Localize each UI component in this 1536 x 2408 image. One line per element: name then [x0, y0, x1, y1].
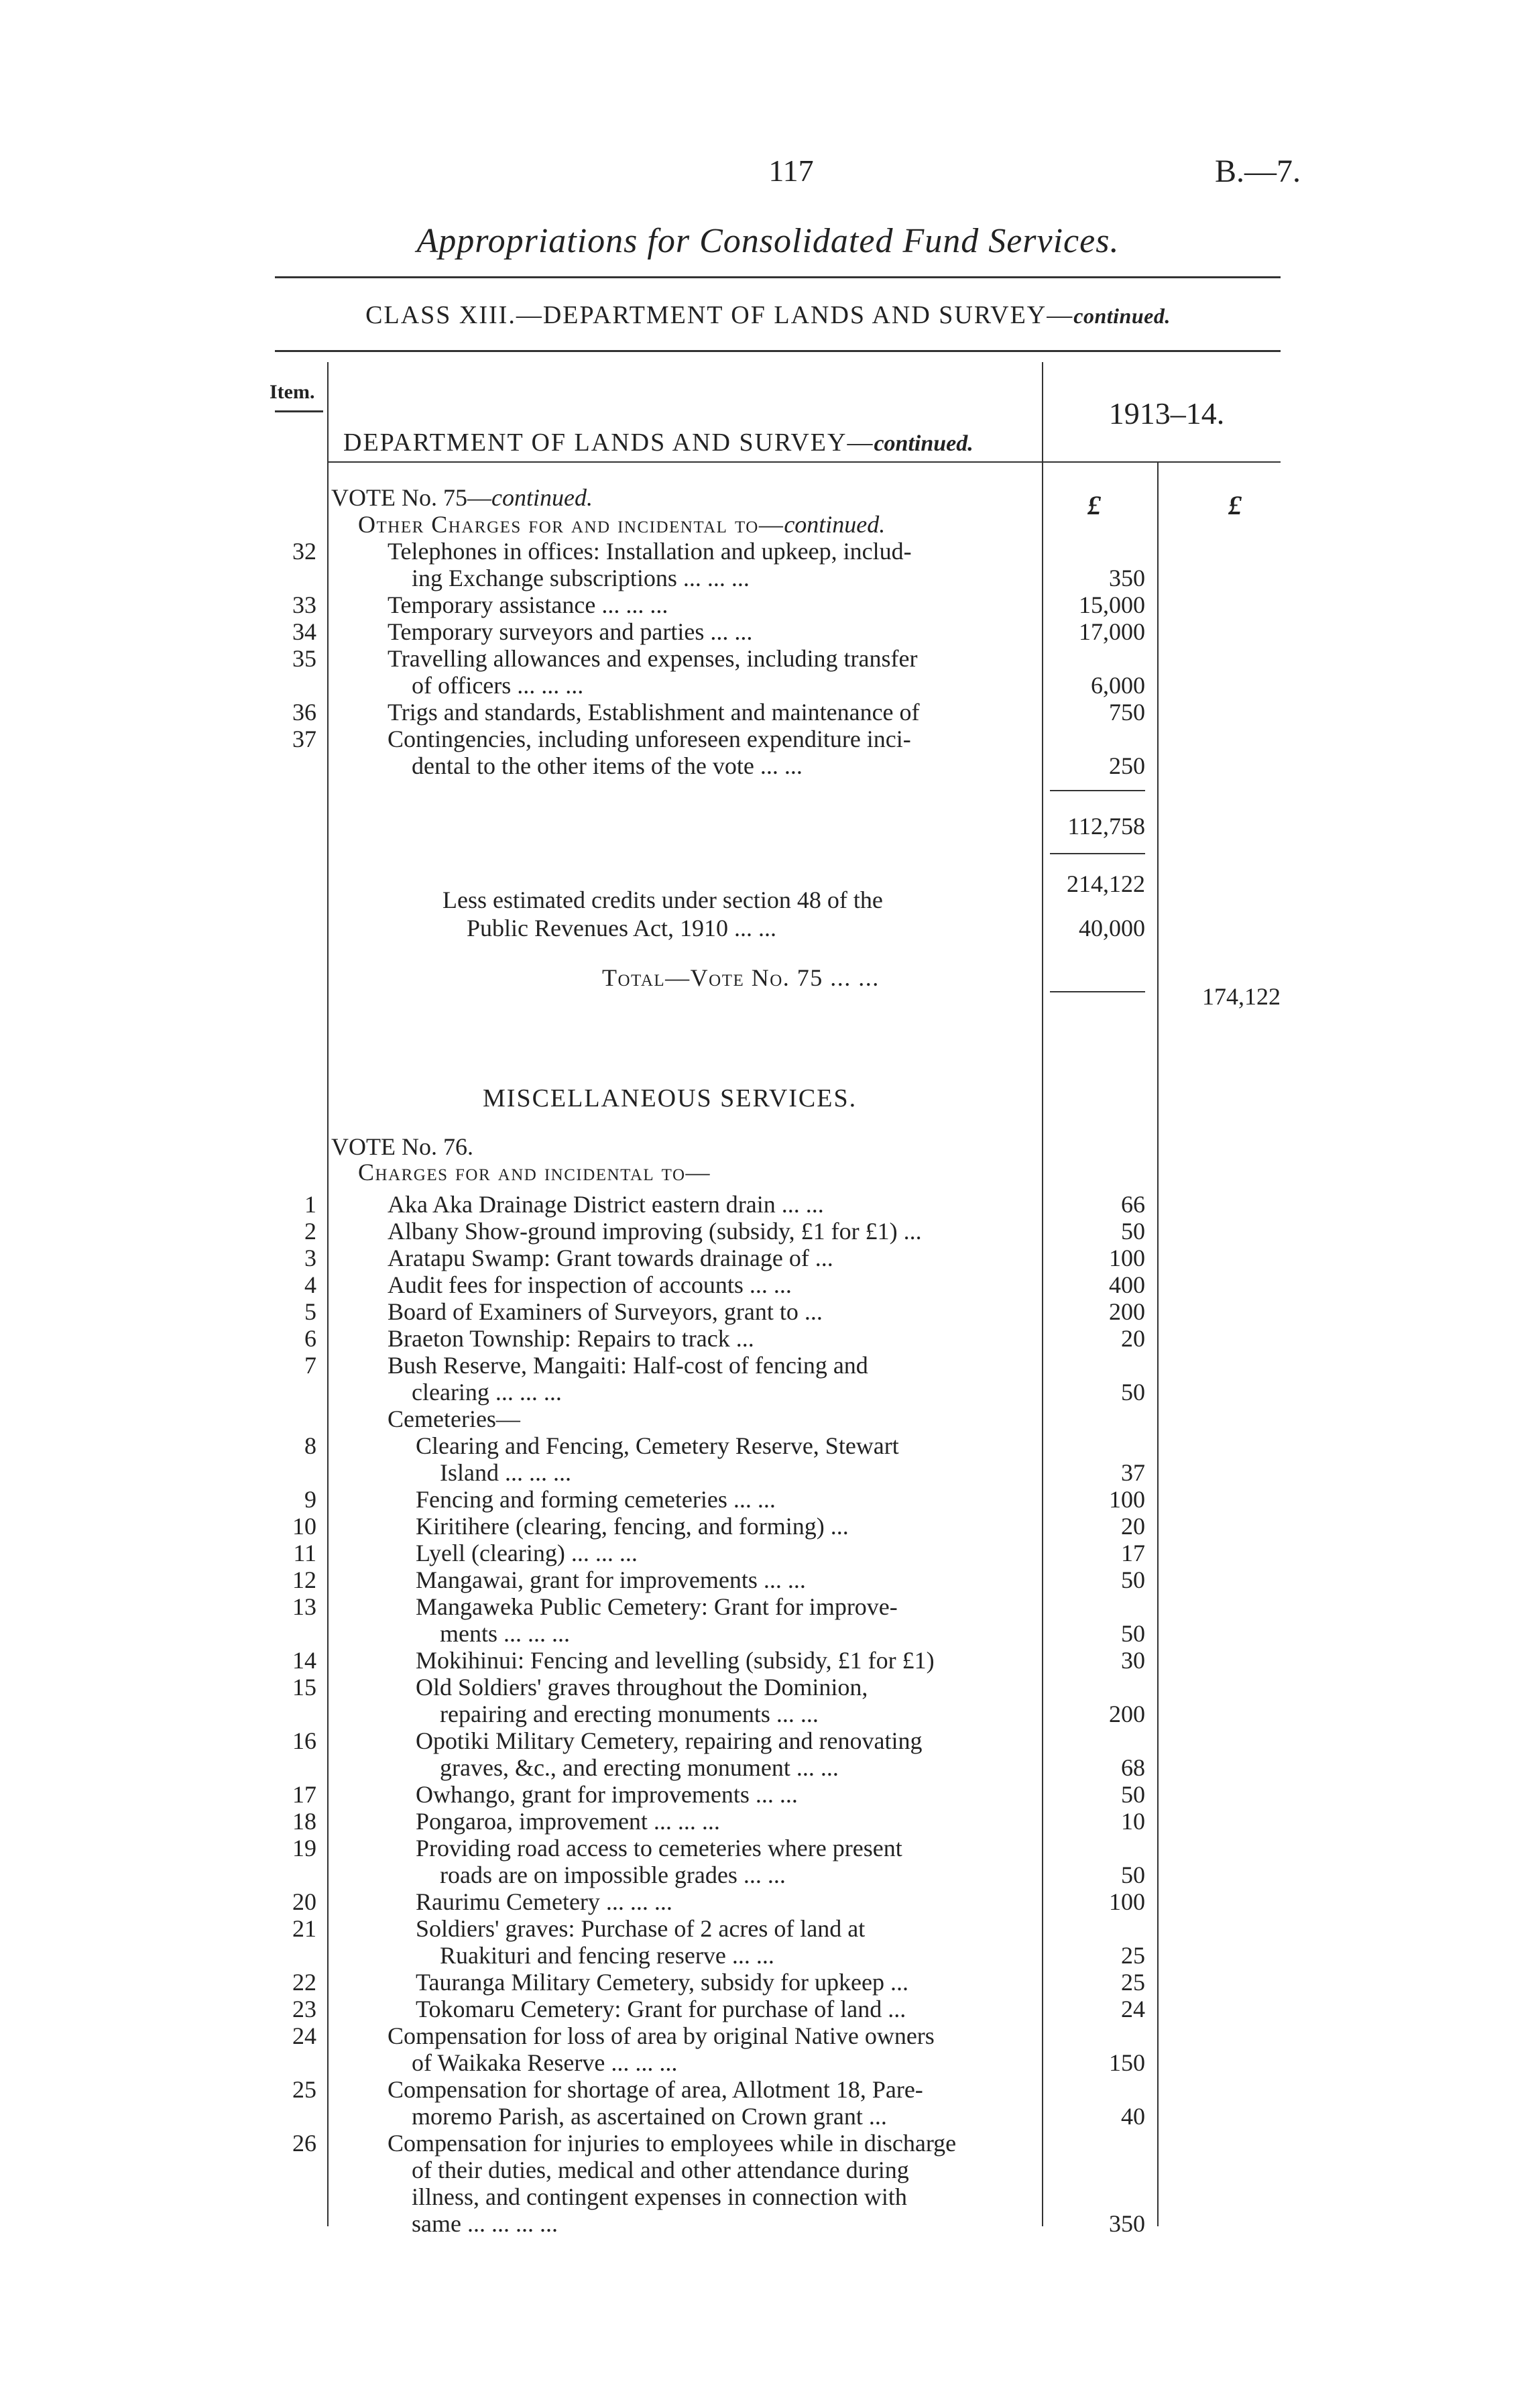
table-row: 13 Mangaweka Public Cemetery: Grant for improve- [292, 1593, 898, 1620]
table-row: 32 Telephones in offices: Installation and upkeep, includ- [292, 538, 912, 565]
table-row-continued: clearing ... ... ... 50 [412, 1379, 1145, 1406]
page-title: Appropriations for Consolidated Fund Services. [416, 222, 1120, 260]
table-row: 4 Audit fees for inspection of accounts ... ... 400 [304, 1271, 1145, 1298]
table-row: 22 Tauranga Military Cemetery, subsidy for upkeep ... 25 [292, 1969, 1145, 1996]
table-row: 16 Opotiki Military Cemetery, repairing and renovating [292, 1727, 923, 1754]
vote-total-row: Total—Vote No. 75 ... ... 174,122 [602, 964, 1281, 1010]
table-row: 11 Lyell (clearing) ... ... ... 17 [293, 1540, 1145, 1566]
class-heading: CLASS XIII.—DEPARTMENT OF LANDS AND SURVEY—continued. [365, 301, 1171, 329]
table-row: 20 Raurimu Cemetery ... ... ... 100 [292, 1888, 1145, 1915]
table-row-continued: repairing and erecting monuments ... ... 200 [440, 1701, 1145, 1727]
table-top-rule [275, 350, 1281, 352]
vote-76-title: VOTE No. 76. [331, 1133, 473, 1160]
gross-total-rule [1050, 853, 1145, 854]
vote-75-subheading: Other Charges for and incidental to—continued. [358, 511, 886, 538]
table-row: 9 Fencing and forming cemeteries ... ... 100 [304, 1486, 1145, 1513]
table-row-continued: ments ... ... ... 50 [440, 1620, 1145, 1647]
table-row: 21 Soldiers' graves: Purchase of 2 acres of land at [292, 1915, 866, 1942]
table-row: 26 Compensation for injuries to employees while in discharge [292, 2130, 957, 2157]
credits-row: Less estimated credits under section 48 of the [442, 886, 883, 913]
table-row-continued: Ruakituri and fencing reserve ... ... 25 [440, 1942, 1145, 1969]
table-row-continued: ing Exchange subscriptions ... ... ... 350 [412, 565, 1145, 591]
table-row-continued: same ... ... ... ... 350 [412, 2210, 1145, 2237]
gross-total-row: 214,122 [1067, 870, 1145, 897]
table-row: 19 Providing road access to cemeteries where present [292, 1835, 902, 1861]
table-row: 5 Board of Examiners of Surveyors, grant to ... 200 [304, 1298, 1145, 1325]
currency-label-amount: £ [1087, 490, 1101, 520]
table-row: 1 Aka Aka Drainage District eastern drain ... ... 66 [304, 1191, 1145, 1218]
table-row: 12 Mangawai, grant for improvements ... ... 50 [292, 1566, 1145, 1593]
table-row-continued: of their duties, medical and other attendance during [412, 2157, 909, 2183]
cemeteries-label: Cemeteries— [388, 1406, 520, 1432]
table-row: 37 Contingencies, including unforeseen expenditure inci- [292, 726, 911, 752]
table-row: 35 Travelling allowances and expenses, including transfer [292, 645, 918, 672]
vote-total-rule [1050, 991, 1145, 992]
year-heading: 1913–14. [1108, 396, 1225, 431]
title-rule [275, 276, 1281, 278]
table-row-continued: Island ... ... ... 37 [440, 1459, 1145, 1486]
currency-label-total: £ [1228, 490, 1242, 520]
table-row: 23 Tokomaru Cemetery: Grant for purchase of land ... 24 [292, 1996, 1145, 2022]
credits-row-continued: Public Revenues Act, 1910 ... ... 40,000 [467, 915, 1145, 941]
item-header-rule [275, 410, 323, 412]
table-row: 34 Temporary surveyors and parties ... ... 17,000 [292, 618, 1145, 645]
table-row: 10 Kiritihere (clearing, fencing, and forming) ... 20 [292, 1513, 1145, 1540]
table-row: 18 Pongaroa, improvement ... ... ... 10 [292, 1808, 1145, 1835]
table-row: 25 Compensation for shortage of area, Allotment 18, Pare- [292, 2076, 923, 2103]
table-row: 15 Old Soldiers' graves throughout the Dominion, [292, 1674, 868, 1701]
header-bottom-rule [329, 461, 1281, 463]
table-row: 17 Owhango, grant for improvements ... ... 50 [292, 1781, 1145, 1808]
vote-76-subheading: Charges for and incidental to— [358, 1159, 711, 1186]
table-row: 7 Bush Reserve, Mangaiti: Half-cost of fencing and [304, 1352, 868, 1379]
table-row-continued: of Waikaka Reserve ... ... ... 150 [412, 2049, 1145, 2076]
subtotal-row: 112,758 [1067, 813, 1145, 840]
table-row-continued: moremo Parish, as ascertained on Crown grant ... 40 [412, 2103, 1145, 2130]
table-row: 6 Braeton Township: Repairs to track ... 20 [304, 1325, 1145, 1352]
miscellaneous-heading: MISCELLANEOUS SERVICES. [483, 1084, 858, 1112]
table-row: 24 Compensation for loss of area by original Native owners [292, 2022, 935, 2049]
table-row: 8 Clearing and Fencing, Cemetery Reserve, Stewart [304, 1432, 899, 1459]
page-number: 117 [768, 154, 814, 188]
report-code: B.—7. [1214, 154, 1301, 189]
table-row-continued: roads are on impossible grades ... ... 50 [440, 1861, 1145, 1888]
item-column-header: Item. [270, 381, 315, 403]
table-row: 36 Trigs and standards, Establishment and maintenance of 750 [292, 699, 1145, 726]
table-row: 2 Albany Show-ground improving (subsidy, £1 for £1) ... 50 [304, 1218, 1145, 1245]
table-row: 3 Aratapu Swamp: Grant towards drainage of ... 100 [304, 1245, 1145, 1271]
table-row: 33 Temporary assistance ... ... ... 15,000 [292, 591, 1145, 618]
vote-75-title: VOTE No. 75—continued. [331, 484, 593, 511]
table-row: 14 Mokihinui: Fencing and levelling (subsidy, £1 for £1) 30 [292, 1647, 1145, 1674]
table-row-continued: dental to the other items of the vote ... ... 250 [412, 752, 1145, 779]
table-row-continued: illness, and contingent expenses in connection with [412, 2183, 907, 2210]
table-row-continued: graves, &c., and erecting monument ... ... 68 [440, 1754, 1145, 1781]
subtotal-rule [1050, 790, 1145, 791]
department-heading: DEPARTMENT OF LANDS AND SURVEY—continued. [343, 428, 973, 457]
table-row-continued: of officers ... ... ... 6,000 [412, 672, 1145, 699]
